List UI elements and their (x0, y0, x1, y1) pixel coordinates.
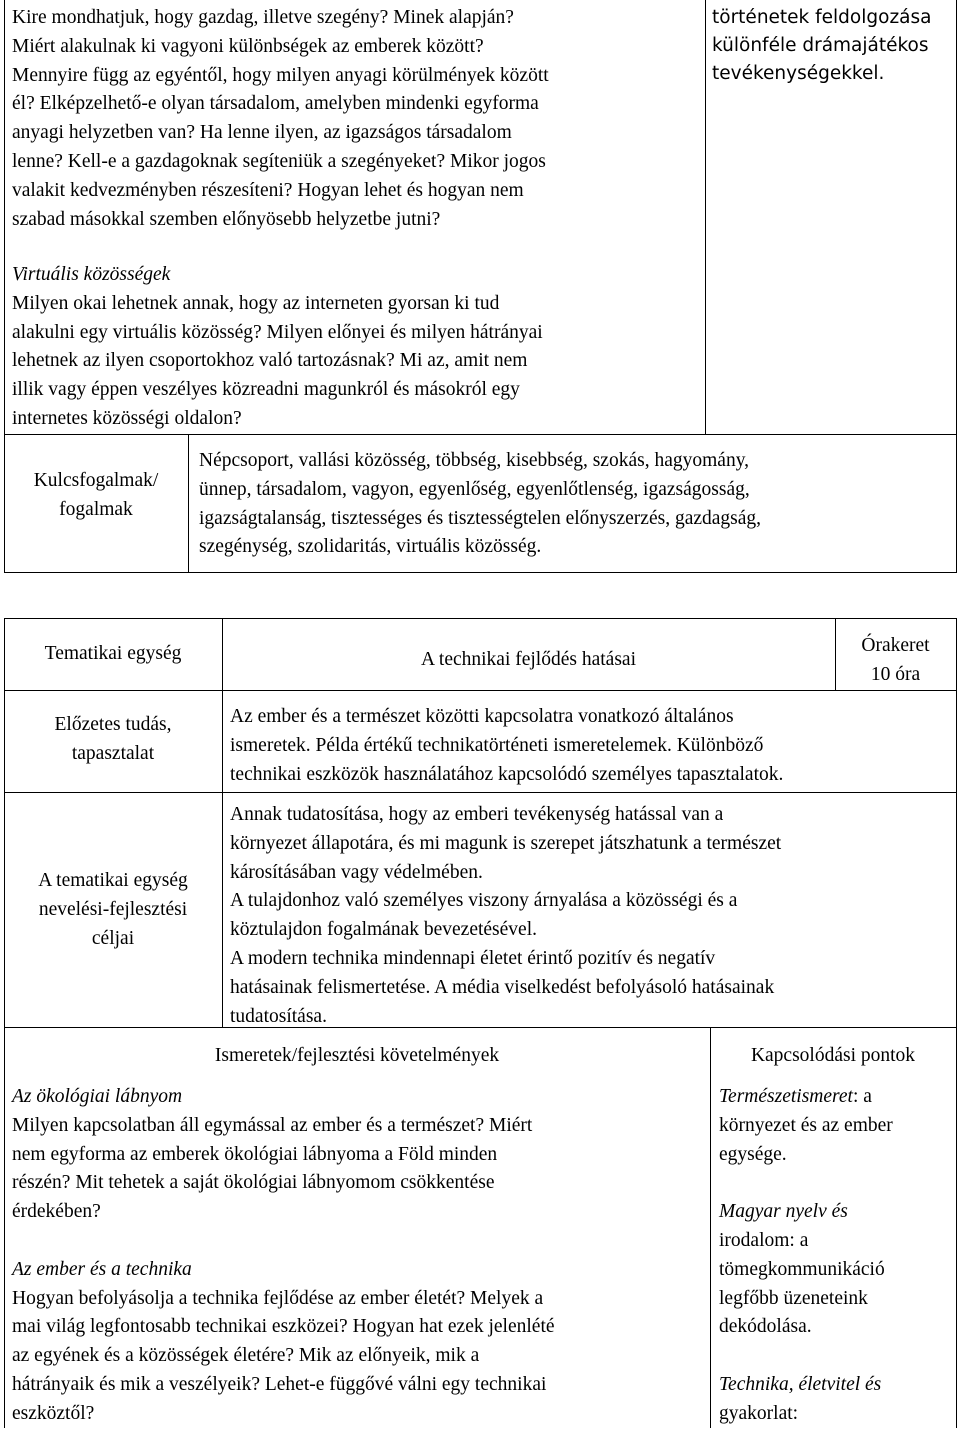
goals-label (4, 867, 222, 953)
table2-row2-divider (4, 792, 957, 793)
table2-links-divider (710, 1027, 711, 1428)
text-line: érdekében? (12, 1201, 101, 1223)
text-line: A modern technika mindennapi életet érintő pozitív és negatív (230, 947, 716, 969)
intro-questions (12, 4, 549, 234)
text-line: gyakorlat: (719, 1402, 799, 1424)
text-line: környezet állapotára, és mi magunk is szerepet játszhatunk a természet (230, 832, 782, 854)
text-line: különféle drámajátékos (712, 35, 929, 56)
text-line: igazságtalanság, tisztességes és tisztességtelen előnyszerzés, gazdagság, (199, 507, 762, 529)
table2-top-border (4, 618, 957, 619)
text-line: részén? Mit tehetek a saját ökológiai lábnyomom csökkentése (12, 1172, 495, 1194)
link-nature-line (719, 1083, 893, 1112)
unit-title (222, 646, 835, 675)
text-line: tevékenységekkel. (712, 63, 885, 84)
text-line: Kire mondhatjuk, hogy gazdag, illetve szegény? Minek alapján? (12, 7, 514, 28)
text-line: ünnep, társadalom, vagyon, egyenlőség, egyenlőtlenség, igazságosság, (199, 478, 750, 500)
table1-key-divider (188, 434, 189, 573)
table2-right-border (956, 618, 957, 1428)
subject-name: Természetismeret (719, 1086, 853, 1107)
prior-knowledge-text (230, 703, 783, 789)
section-title: Az ökológiai lábnyom (12, 1086, 183, 1107)
text-line: környezet és az ember (719, 1114, 893, 1136)
text-line: él? Elképzelhető-e olyan társadalom, amelyben mindenki egyforma (12, 93, 539, 115)
text-line: A tulajdonhoz való személyes viszony árnyalása a közösségi és a (230, 890, 738, 912)
table1-col-divider (705, 0, 706, 434)
table2-row1-divider (4, 690, 957, 691)
requirements-content (12, 1083, 555, 1429)
key-concepts-text (199, 447, 761, 562)
text-line: köztulajdon fogalmának bevezetésével. (230, 919, 537, 941)
goals-text (230, 801, 781, 1031)
right-column-text (712, 4, 931, 88)
text-line: technikai eszközök használatához kapcsolódó személyes tapasztalatok. (230, 763, 784, 785)
spacer (12, 1227, 555, 1256)
text-line: Miért alakulnak ki vagyoni különbségek az emberek között? (12, 35, 484, 57)
unit-label-text: Tematikai egység (44, 643, 182, 664)
text-line: illik vagy éppen veszélyes közreadni magunkról és másokról egy (12, 379, 520, 401)
text-line: anyagi helyzetben van? Ha lenne ilyen, az igazságos társadalom (12, 122, 512, 144)
text-line: Népcsoport, vallási közösség, többség, kisebbség, szokás, hagyomány, (199, 450, 750, 471)
text-line: lehetnek az ilyen csoportokhoz való tartozásnak? Mi az, amit nem (12, 350, 528, 372)
table2-label-divider-mid (222, 690, 223, 1028)
links-content (719, 1083, 893, 1429)
table1-row-divider (4, 434, 957, 435)
hours-cell (835, 632, 956, 690)
label-line: Előzetes tudás, (54, 714, 172, 735)
label-line: tapasztalat (71, 742, 155, 764)
unit-label (4, 640, 222, 669)
text-line: legfőbb üzeneteink (719, 1287, 868, 1309)
text-line: Mennyire függ az egyéntől, hogy milyen anyagi körülmények között (12, 64, 549, 86)
text-line: lenne? Kell-e a gazdagoknak segíteniük a szegényeket? Mikor jogos (12, 150, 546, 172)
text-line: hatásainak felismertetése. A média viselkedést befolyásoló hatásainak (230, 976, 775, 998)
links-header (710, 1042, 956, 1071)
spacer (719, 1169, 893, 1198)
label-line: A tematikai egység (38, 870, 188, 891)
text-line: Milyen kapcsolatban áll egymással az ember és a természet? Miért (12, 1114, 533, 1136)
subject-name: Technika, életvitel és (719, 1373, 882, 1395)
text-line: Az ember és a természet közötti kapcsolatra vonatkozó általános (230, 706, 734, 727)
text-line: mai világ legfontosabb technikai eszközei? Hogyan hat ezek jelenlété (12, 1316, 555, 1338)
key-concepts-label (4, 467, 188, 525)
text-line: Milyen okai lehetnek annak, hogy az interneten gyorsan ki tud (12, 292, 500, 314)
text-line: internetes közösségi oldalon? (12, 407, 242, 429)
text-line: tudatosítása. (230, 1005, 327, 1027)
text-line: valakit kedvezményben részesíteni? Hogyan lehet és hogyan nem (12, 179, 524, 201)
text-line: károsításában vagy védelmében. (230, 861, 483, 883)
text-line: alakulni egy virtuális közösség? Milyen előnyei és milyen hátrányai (12, 321, 543, 343)
text-line: Annak tudatosítása, hogy az emberi tevékenység hatással van a (230, 804, 724, 825)
text-line: dekódolása. (719, 1316, 812, 1338)
label-line: céljai (91, 927, 135, 949)
label-line: nevelési-fejlesztési (38, 898, 188, 920)
label-line: Kulcsfogalmak/ (33, 470, 159, 491)
hours-value: 10 óra (870, 663, 921, 685)
links-header-text: Kapcsolódási pontok (750, 1045, 916, 1066)
text-line: az egyének és a közösségek életére? Mik az előnyeik, mik a (12, 1345, 480, 1367)
text-line: ismeretek. Példa értékű technikatörténeti ismeretelemek. Különböző (230, 734, 764, 756)
text-line: irodalom: a (719, 1229, 809, 1251)
subject-name: Magyar nyelv és (719, 1201, 848, 1223)
section-title: Az ember és a technika (12, 1258, 192, 1280)
link-text: : a (852, 1086, 872, 1107)
text-line: eszköztől? (12, 1402, 95, 1424)
requirements-header-text: Ismeretek/fejlesztési követelmények (214, 1045, 500, 1066)
unit-title-text: A technikai fejlődés hatásai (421, 649, 636, 670)
hours-label: Órakeret (861, 635, 930, 656)
text-line: hátrányaik és mik a veszélyeik? Lehet-e függővé válni egy technikai (12, 1373, 547, 1395)
text-line: szegénység, szolidaritás, virtuális közösség. (199, 536, 542, 558)
virtual-communities-section (12, 261, 543, 434)
text-line: egysége. (719, 1143, 787, 1165)
section-title: Virtuális közösségek (12, 264, 171, 285)
text-line: nem egyforma az emberek ökológiai lábnyoma a Föld minden (12, 1143, 498, 1165)
requirements-header (4, 1042, 710, 1071)
prior-knowledge-label (4, 711, 222, 769)
text-line: szabad másokkal szemben előnyösebb helyzetbe jutni? (12, 208, 441, 230)
text-line: tömegkommunikáció (719, 1258, 885, 1280)
text-line: Hogyan befolyásolja a technika fejlődése az ember életét? Melyek a (12, 1287, 544, 1309)
table1-right-border (956, 0, 957, 573)
label-line: fogalmak (59, 498, 133, 520)
table1-bottom-border (4, 572, 957, 573)
text-line: történetek feldolgozása (712, 7, 932, 28)
spacer (719, 1342, 893, 1371)
